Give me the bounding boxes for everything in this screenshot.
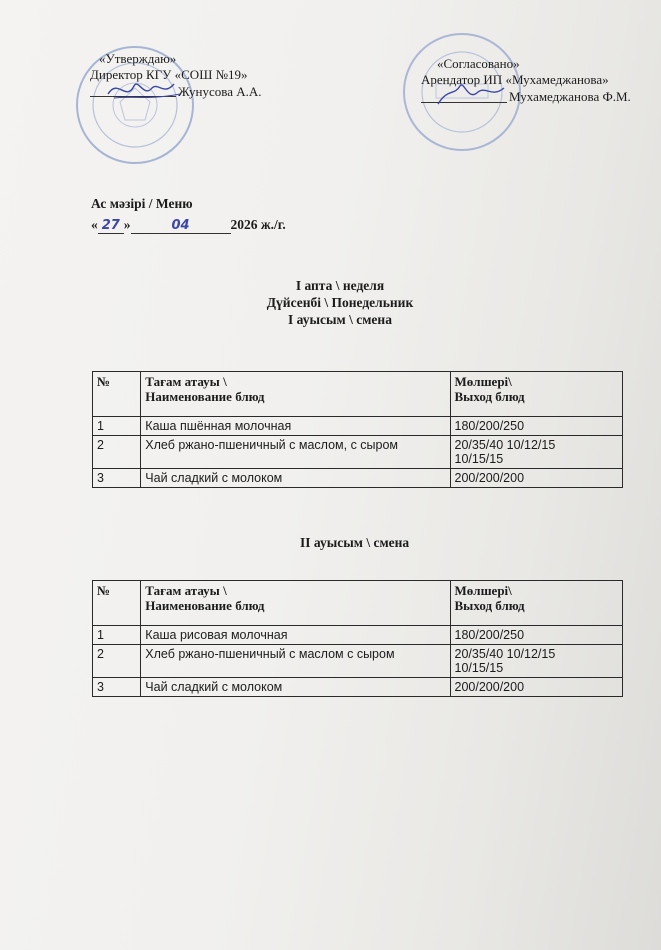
approve-name: Жунусова А.А. [178, 84, 262, 99]
table-row [93, 436, 623, 469]
approve-label: «Утверждаю» [99, 51, 177, 66]
agree-position: Арендатор ИП «Мухамеджанова» [421, 72, 609, 87]
row-dish: Хлеб ржано-пшеничный с маслом, с сыром [141, 436, 450, 469]
date-open-quote: « [91, 217, 98, 232]
row-num: 1 [93, 626, 141, 645]
table-row [93, 469, 623, 488]
row-dish: Хлеб ржано-пшеничный с маслом с сыром [141, 645, 450, 678]
row-yield: 180/200/250 [450, 626, 622, 645]
row-num: 3 [93, 469, 141, 488]
header-num: № [93, 372, 141, 417]
header-yield: Мөлшері\ Выход блюд [450, 372, 622, 417]
table-row [93, 417, 623, 436]
row-num: 2 [93, 645, 141, 678]
row-yield: 180/200/250 [450, 417, 622, 436]
table-row [93, 645, 623, 678]
agree-label: «Согласовано» [437, 56, 520, 71]
row-num: 2 [93, 436, 141, 469]
agree-name: Мухамеджанова Ф.М. [509, 89, 631, 104]
header-yield: Мөлшері\ Выход блюд [450, 581, 622, 626]
header-dish: Тағам атауы \ Наименование блюд [141, 372, 450, 417]
table-row [93, 626, 623, 645]
menu-title: Ас мәзірі / Меню [91, 196, 193, 211]
date-year: 2026 ж./г. [230, 217, 286, 232]
shift2-label: II ауысым \ смена [300, 535, 410, 550]
row-dish: Каша пшённая молочная [141, 417, 450, 436]
approve-position: Директор КГУ «СОШ №19» [90, 67, 248, 82]
shift2-menu-table [92, 580, 623, 697]
shift1-menu-table [92, 371, 623, 488]
date-month: 04 [131, 218, 231, 234]
day-label: Дүйсенбі \ Понедельник [266, 295, 414, 310]
date-day: 27 [98, 218, 124, 234]
row-yield: 20/35/40 10/12/15 10/15/15 [450, 436, 622, 469]
row-dish: Чай сладкий с молоком [141, 469, 450, 488]
row-dish: Чай сладкий с молоком [141, 678, 450, 697]
header-num: № [93, 581, 141, 626]
row-yield: 200/200/200 [450, 469, 622, 488]
row-dish: Каша рисовая молочная [141, 626, 450, 645]
row-num: 1 [93, 417, 141, 436]
table-header-row [93, 372, 623, 417]
row-yield: 200/200/200 [450, 678, 622, 697]
week-label: I апта \ неделя [295, 278, 385, 293]
date-close-quote: » [123, 217, 131, 232]
table-header-row [93, 581, 623, 626]
tenant-signature [432, 78, 512, 112]
table-row [93, 678, 623, 697]
menu-date [91, 217, 286, 234]
row-num: 3 [93, 678, 141, 697]
director-signature [100, 72, 190, 106]
week-heading [240, 277, 440, 328]
shift1-label: I ауысым \ смена [288, 312, 392, 327]
header-dish: Тағам атауы \ Наименование блюд [141, 581, 450, 626]
row-yield: 20/35/40 10/12/15 10/15/15 [450, 645, 622, 678]
